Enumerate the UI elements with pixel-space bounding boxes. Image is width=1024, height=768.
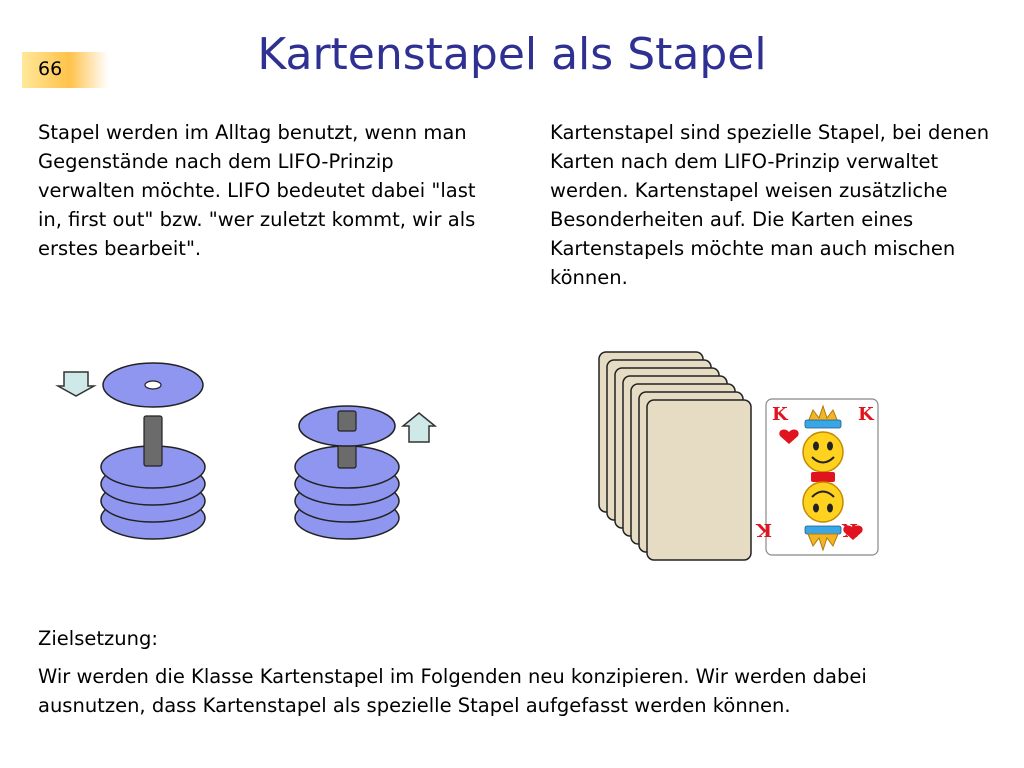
card-rank-bottom-right: K (842, 519, 858, 540)
smiley-face-icon (803, 482, 843, 522)
push-down-arrow-icon (58, 372, 94, 396)
card-rank-top-left: K (772, 404, 788, 425)
smiley-face-icon (803, 432, 843, 472)
page-number: 66 (38, 58, 63, 80)
king-of-hearts-card (756, 398, 885, 558)
card-stack-explanation-text: Kartenstapel sind spezielle Stapel, bei denen Karten nach dem LIFO-Prinzip verwaltet werden. Kartenstapel weisen zusätzliche Besonderheiten auf. Die Karten eines Kartenstapels möchte man auch mischen können. (550, 121, 990, 289)
card-rank-top-right: K (858, 404, 874, 425)
slide-title: Kartenstapel als Stapel (257, 29, 767, 80)
pop-stack-illustration (290, 400, 490, 620)
card-rank-bottom-left: K (756, 519, 772, 540)
goal-label: Zielsetzung: (38, 627, 158, 650)
stack-explanation-text: Stapel werden im Alltag benutzt, wenn man Gegenstände nach dem LIFO-Prinzip verwalten möchte. LIFO bedeutet dabei "last in, first out" bzw. "wer zuletzt kommt, wir als erstes bearbeit". (38, 121, 476, 260)
pop-up-arrow-icon (403, 413, 435, 442)
card-stack-illustration (595, 348, 765, 568)
card-back (647, 400, 751, 560)
push-stack-illustration (50, 360, 270, 580)
stack-peg (144, 416, 162, 466)
goal-text: Wir werden die Klasse Kartenstapel im Folgenden neu konzipieren. Wir werden dabei ausnutzen, dass Kartenstapel als spezielle Stapel aufgefasst werden können. (38, 665, 867, 717)
